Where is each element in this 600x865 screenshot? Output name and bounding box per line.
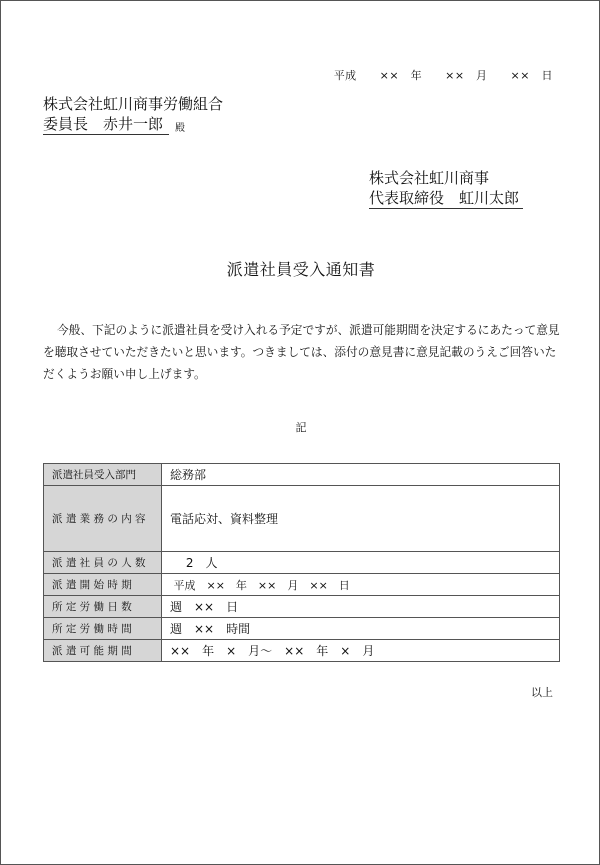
table-row (44, 464, 560, 486)
recipient-organization: 株式会社虹川商事労働組合 (43, 95, 224, 113)
recipient-block (43, 94, 223, 135)
row-value: 電話応対、資料整理 (162, 486, 560, 552)
table-row (44, 486, 560, 552)
row-label: 派 遣 社 員 の 人 数 (44, 552, 162, 574)
row-label: 所 定 労 働 時 間 (44, 618, 162, 640)
document-title: 派遣社員受入通知書 (226, 260, 376, 279)
ki-marker: 記 (295, 421, 307, 434)
sender-company: 株式会社虹川商事 (369, 169, 490, 187)
row-value: ×× 年 × 月～ ×× 年 × 月 (162, 640, 560, 662)
row-label: 派 遣 業 務 の 内 容 (44, 486, 162, 552)
sender-person: 代表取締役 虹川太郎 (369, 188, 523, 209)
recipient-honorific: 殿 (175, 123, 186, 134)
table-row (44, 640, 560, 662)
document-date: 平成 ×× 年 ×× 月 ×× 日 (333, 69, 553, 82)
table-row (44, 618, 560, 640)
sender-block (369, 168, 523, 209)
body-paragraph: 今般、下記のように派遣社員を受け入れる予定ですが、派遣可能期間を決定するにあたって意見を聴取させていただきたいと思います。つきましては、添付の意見書に意見記載のうえご回答いただくようお願い申し上げます。 (43, 323, 560, 381)
closing-text: 以上 (531, 686, 553, 699)
table-row (44, 574, 560, 596)
row-value: 平成 ×× 年 ×× 月 ×× 日 (162, 574, 560, 596)
row-label: 派 遣 可 能 期 間 (44, 640, 162, 662)
row-value: 2 人 (162, 552, 560, 574)
recipient-person: 委員長 赤井一郎 (43, 114, 169, 135)
details-table (43, 463, 560, 662)
row-label: 所 定 労 働 日 数 (44, 596, 162, 618)
table-row (44, 552, 560, 574)
row-label: 派 遣 開 始 時 期 (44, 574, 162, 596)
recipient-person-line (43, 114, 223, 135)
row-value: 週 ×× 時間 (162, 618, 560, 640)
row-label: 派遣社員受入部門 (44, 464, 162, 486)
table-row (44, 596, 560, 618)
row-value: 週 ×× 日 (162, 596, 560, 618)
row-value: 総務部 (162, 464, 560, 486)
